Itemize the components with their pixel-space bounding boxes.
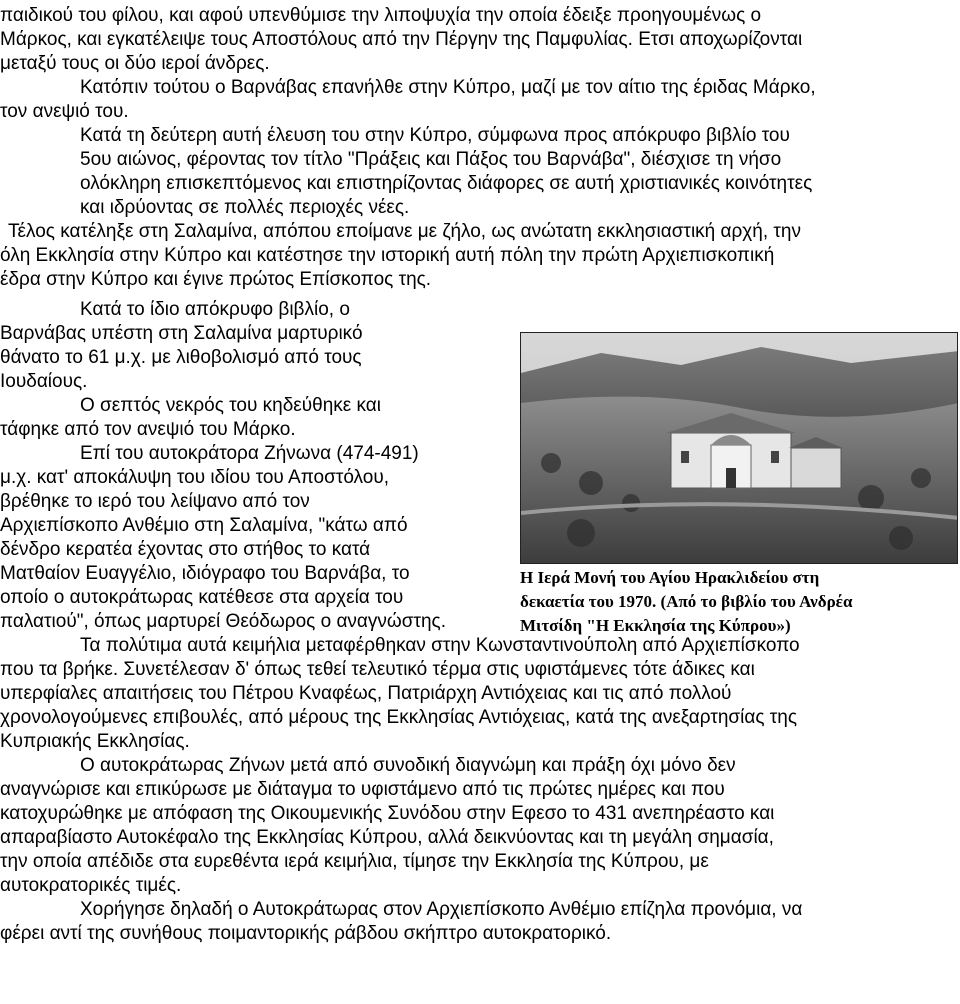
text-line: μεταξύ τους οι δύο ιεροί άνδρες. (0, 53, 270, 74)
text-line: μ.χ. κατ' αποκάλυψη του ιδίου του Αποστόλου, (0, 467, 390, 488)
caption-line: Μιτσίδη "Η Εκκλησία της Κύπρου») (520, 616, 791, 635)
text-line: Μάρκος, και εγκατέλειψε τους Αποστόλους από την Πέργην της Παμφυλίας. Ετσι αποχωρίζονται (0, 29, 803, 50)
text-line: Ο αυτοκράτωρας Ζήνων μετά από συνοδική διαγνώμη και πράξη όχι μόνο δεν (80, 755, 736, 776)
monastery-photo-image (521, 333, 958, 564)
text-line: παιδικού του φίλου, και αφού υπενθύμισε την λιποψυχία την οποία έδειξε προηγουμένως ο (0, 5, 762, 26)
text-line: θάνατο το 61 μ.χ. με λιθοβολισμό από τους (0, 347, 362, 368)
text-line: βρέθηκε το ιερό του λείψανο από τον (0, 491, 310, 512)
text-line: όλη Εκκλησία στην Κύπρο και κατέστησε την ιστορική αυτή πόλη την πρώτη Αρχιεπισκοπική (0, 245, 775, 266)
text-line: παλατιού", όπως μαρτυρεί Θεόδωρος ο αναγνώστης. (0, 611, 446, 632)
text-line: που τα βρήκε. Συνετέλεσαν δ' όπως τεθεί τελευτικό τέρμα στις υφιστάμενες τότε άδικες και (0, 659, 755, 680)
text-line: Τέλος κατέληξε στη Σαλαμίνα, απόπου εποίμανε με ζήλο, ως ανώτατη εκκλησιαστική αρχή, την (8, 221, 801, 242)
text-line: Κατά το ίδιο απόκρυφο βιβλίο, ο (80, 299, 350, 320)
text-line: υπερφίαλες απαιτήσεις του Πέτρου Κναφέως, Πατριάρχη Αντιόχειας και τις από πολλού (0, 683, 732, 704)
text-line: και ιδρύοντας σε πολλές περιοχές νέες. (80, 197, 410, 218)
text-line: Τα πολύτιμα αυτά κειμήλια μεταφέρθηκαν στην Κωνσταντινούπολη από Αρχιεπίσκοπο (80, 635, 800, 656)
text-line: τον ανεψιό του. (0, 101, 129, 122)
caption-line: Η Ιερά Μονή του Αγίου Ηρακλιδείου στη (520, 568, 820, 587)
text-line: κατοχυρώθηκε με απόφαση της Οικουμενικής Συνόδου στην Εφεσο το 431 ανεπηρέαστο και (0, 803, 775, 824)
text-line: τάφηκε από τον ανεψιό του Μάρκο. (0, 419, 296, 440)
photo-caption (520, 566, 958, 638)
text-line: 5ου αιώνος, φέροντας τον τίτλο "Πράξεις και Πάξος του Βαρνάβα", διέσχισε τη νήσο (80, 149, 782, 170)
text-line: χρονολογούμενες επιβουλές, από μέρους της Εκκλησίας Αντιόχειας, κατά της ανεξαρτησίας της (0, 707, 797, 728)
text-line: Κατά τη δεύτερη αυτή έλευση του στην Κύπρο, σύμφωνα προς απόκρυφο βιβλίο του (80, 125, 790, 146)
text-line: δένδρο κερατέα έχοντας στο στήθος το κατά (0, 539, 371, 560)
text-line: Κατόπιν τούτου ο Βαρνάβας επανήλθε στην Κύπρο, μαζί με τον αίτιο της έριδας Μάρκο, (80, 77, 816, 98)
text-line: την οποία απέδιδε στα ευρεθέντα ιερά κειμήλια, τίμησε την Εκκλησία της Κύπρου, με (0, 851, 709, 872)
caption-line: δεκαετία του 1970. (Από το βιβλίο του Ανδρέα (520, 592, 853, 611)
text-line: Ο σεπτός νεκρός του κηδεύθηκε και (80, 395, 381, 416)
text-line: Χορήγησε δηλαδή ο Αυτοκράτωρας στον Αρχιεπίσκοπο Ανθέμιο επίζηλα προνόμια, να (80, 899, 803, 920)
text-line: Κυπριακής Εκκλησίας. (0, 731, 190, 752)
text-line: ολόκληρη επισκεπτόμενος και επιστηρίζοντας διάφορες σε αυτή χριστιανικές κοινότητες (80, 173, 813, 194)
text-line: φέρει αντί της συνήθους ποιμαντορικής ράβδου σκήπτρο αυτοκρατορικό. (0, 923, 612, 944)
text-line: αναγνώρισε και επικύρωσε με διάταγμα το υφιστάμενο από τις πρώτες ημέρες και που (0, 779, 725, 800)
monastery-photo (520, 332, 958, 564)
text-line: Ιουδαίους. (0, 371, 88, 392)
text-line: Επί του αυτοκράτορα Ζήνωνα (474-491) (80, 443, 419, 464)
text-line: Ματθαίον Ευαγγέλιο, ιδιόγραφο του Βαρνάβα, το (0, 563, 410, 584)
text-line: Αρχιεπίσκοπο Ανθέμιο στη Σαλαμίνα, "κάτω από (0, 515, 408, 536)
text-line: έδρα στην Κύπρο και έγινε πρώτος Επίσκοπος της. (0, 269, 432, 290)
text-line: οποίο ο αυτοκράτωρας κατέθεσε στα αρχεία του (0, 587, 404, 608)
text-line: απαραβίαστο Αυτοκέφαλο της Εκκλησίας Κύπρου, αλλά δεικνύοντας και τη μεγάλη σημασία, (0, 827, 774, 848)
text-line: αυτοκρατορικές τιμές. (0, 875, 182, 896)
text-line: Βαρνάβας υπέστη στη Σαλαμίνα μαρτυρικό (0, 323, 363, 344)
